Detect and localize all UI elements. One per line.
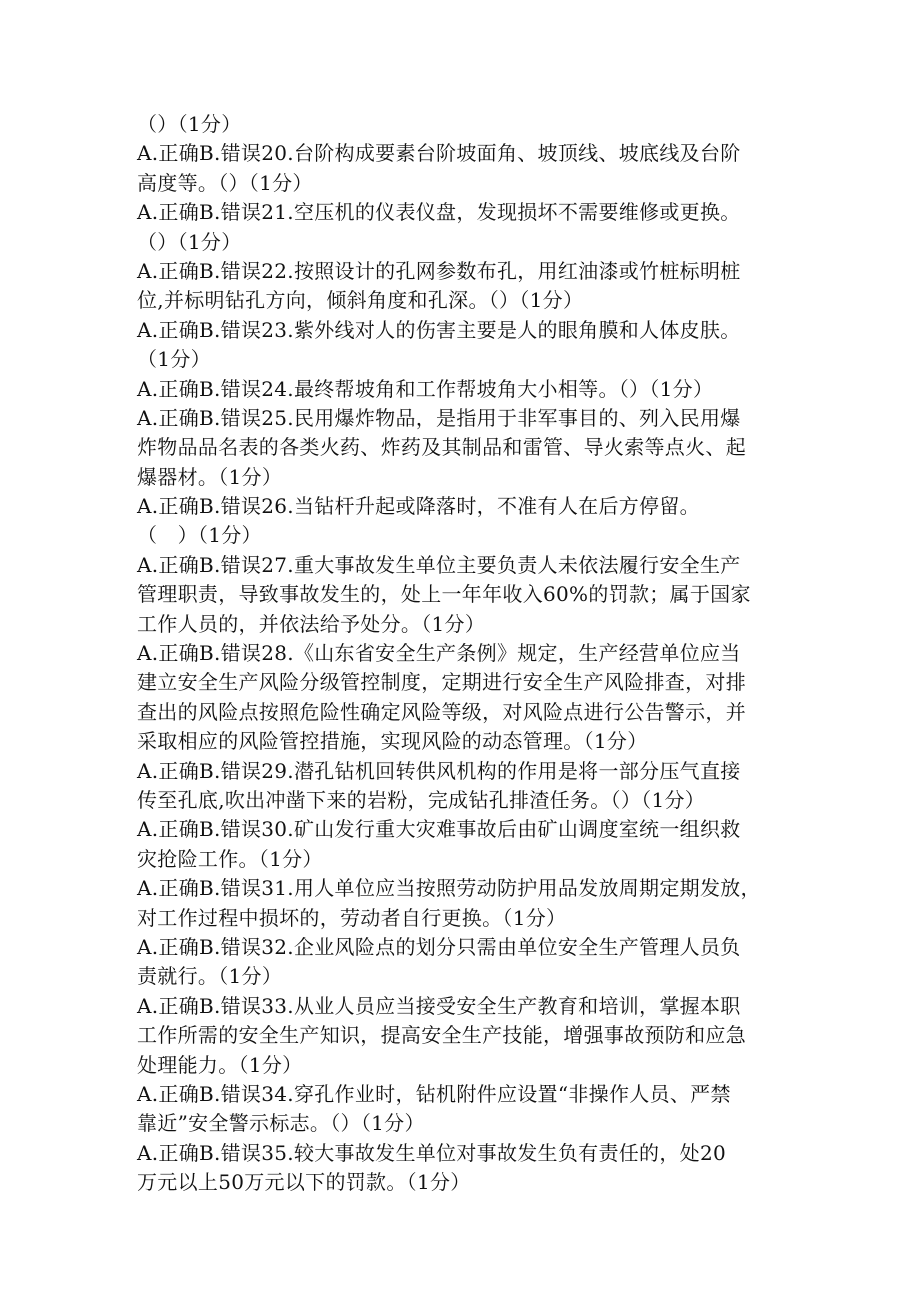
text-line: 对工作过程中损坏的，劳动者自行更换。（1分）	[137, 905, 567, 930]
text-line: A.正确B.错误25.民用爆炸物品，是指用于非军事目的、列入民用爆	[137, 405, 741, 430]
text-line: 靠近”安全警示标志。（）（1分）	[137, 1111, 425, 1136]
text-line: A.正确B.错误30.矿山发行重大灾难事故后由矿山调度室统一组织救	[137, 817, 741, 842]
text-line: 工作所需的安全生产知识，提高安全生产技能，增强事故预防和应急	[137, 1023, 746, 1048]
text-line: A.正确B.错误27.重大事故发生单位主要负责人未依法履行安全生产	[137, 552, 741, 577]
text-line: 查出的风险点按照危险性确定风险等级，对风险点进行公告警示，并	[137, 699, 746, 724]
text-line: A.正确B.错误28.《山东省安全生产条例》规定，生产经营单位应当	[137, 641, 741, 666]
text-line: （ ）（1分）	[137, 523, 262, 548]
text-line: （）（1分）	[137, 229, 242, 254]
text-line: 灾抢险工作。（1分）	[137, 846, 323, 871]
text-line: A.正确B.错误34.穿孔作业时，钻机附件应设置“非操作人员、严禁	[137, 1081, 731, 1106]
text-line: A.正确B.错误23.紫外线对人的伤害主要是人的眼角膜和人体皮肤。	[137, 317, 741, 342]
text-line: A.正确B.错误35.较大事故发生单位对事故发生负有责任的，处20	[137, 1140, 727, 1165]
text-line: 责就行。（1分）	[137, 964, 283, 989]
text-line: 炸物品品名表的各类火药、炸药及其制品和雷管、导火索等点火、起	[137, 435, 746, 460]
text-line: A.正确B.错误22.按照设计的孔网参数布孔，用红油漆或竹桩标明桩	[137, 258, 741, 283]
text-line: A.正确B.错误33.从业人员应当接受安全生产教育和培训，掌握本职	[137, 993, 741, 1018]
text-line: 处理能力。（1分）	[137, 1052, 303, 1077]
text-line: 位,并标明钻孔方向，倾斜角度和孔深。（）（1分）	[137, 288, 584, 313]
text-line: 万元以上50万元以下的罚款。（1分）	[137, 1170, 471, 1195]
text-line: （1分）	[137, 347, 211, 372]
text-line: 爆器材。（1分）	[137, 464, 283, 489]
text-line: A.正确B.错误31.用人单位应当按照劳动防护用品发放周期定期发放，	[137, 876, 761, 901]
text-line: 采取相应的风险管控措施，实现风险的动态管理。（1分）	[137, 729, 648, 754]
text-line: （）（1分）	[137, 112, 242, 136]
text-line: 工作人员的，并依法给予处分。（1分）	[137, 611, 486, 636]
text-line: A.正确B.错误21.空压机的仪表仪盘，发现损坏不需要维修或更换。	[137, 200, 741, 225]
text-line: 传至孔底,吹出冲凿下来的岩粉，完成钻孔排渣任务。（）（1分）	[137, 787, 706, 812]
text-line: 高度等。（）（1分）	[137, 170, 313, 195]
text-line: A.正确B.错误29.潜孔钻机回转供风机构的作用是将一部分压气直接	[137, 758, 741, 783]
text-line: A.正确B.错误24.最终帮坡角和工作帮坡角大小相等。（）（1分）	[137, 376, 714, 401]
document-page	[137, 110, 797, 1197]
text-line: 管理职责，导致事故发生的，处上一年年收入60%的罚款；属于国家	[137, 582, 751, 607]
text-line: 建立安全生产风险分级管控制度，定期进行安全生产风险排查，对排	[137, 670, 746, 695]
text-line: A.正确B.错误20.台阶构成要素台阶坡面角、坡顶线、坡底线及台阶	[137, 141, 741, 166]
text-line: A.正确B.错误32.企业风险点的划分只需由单位安全生产管理人员负	[137, 934, 741, 959]
text-line: A.正确B.错误26.当钻杆升起或降落时，不准有人在后方停留。	[137, 494, 700, 519]
